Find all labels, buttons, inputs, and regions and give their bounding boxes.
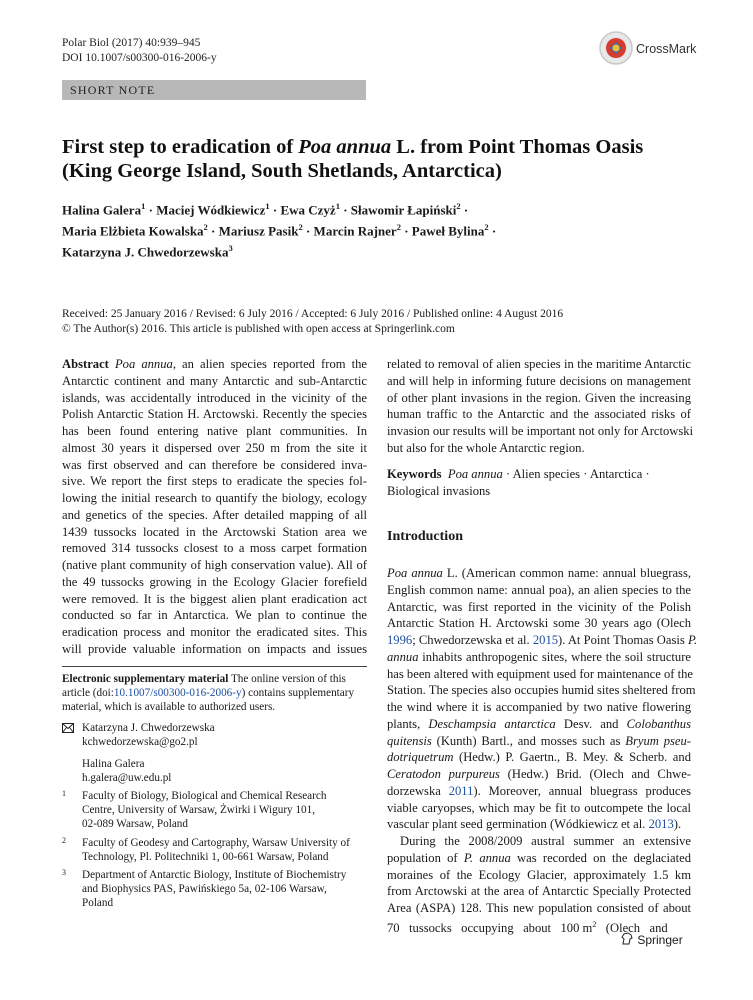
author-name: Paweł Bylina	[411, 223, 485, 239]
section-heading-introduction: Introduction	[387, 529, 463, 544]
publisher-logo	[620, 932, 683, 947]
author-name: Halina Galera	[62, 202, 142, 218]
author-name: Ewa Czyż	[280, 202, 336, 218]
journal-citation: Polar Biol (2017) 40:939–945	[62, 37, 201, 49]
article-title: First step to eradication of Poa annua L. from Point Thomas Oasis (King George Island, South Shetlands, Antarctica)	[62, 136, 644, 182]
contact-email[interactable]: h.galera@uw.edu.pl	[82, 772, 172, 784]
author-name: Sławomir Łapiński	[350, 202, 457, 218]
doi-link[interactable]: 10.1007/s00300-016-2006-y	[113, 687, 242, 699]
article-history: Received: 25 January 2016 / Revised: 6 July 2016 / Accepted: 6 July 2016 / Published online: 4 August 2016 © The Author(s) 2016. This article is published with open access at Springerlink.com	[62, 308, 564, 335]
author-name: Katarzyna J. Chwedorzewska	[62, 243, 229, 259]
publisher-name: Springer	[637, 933, 683, 947]
contact-email[interactable]: kchwedorzewska@go2.pl	[82, 736, 198, 748]
crossmark-icon	[598, 30, 634, 66]
envelope-icon	[62, 723, 74, 733]
author-name: Marcin Rajner	[313, 223, 397, 239]
corresponding-authors	[62, 721, 367, 785]
author-name: Maria Elżbieta Kowalska	[62, 223, 204, 239]
author-name: Mariusz Pasik	[218, 223, 299, 239]
section-banner	[62, 80, 366, 100]
footnote-divider	[62, 666, 367, 667]
doi-line: DOI 10.1007/s00300-016-2006-y	[62, 52, 217, 64]
introduction-body: Poa annua L. (American common name: annual bluegrass, English common name: annual poa), an alien species to the Antarctic, was first reported in the vicinity of the Polish Antarctic Station H. Arctowski some 30 years ago (Olech 1996; Chwedorzewska et al. 2015). At Point Thomas Oasis P. annua inhabits anthropogenic sites, where the soil structure has been altered with equipment used for maintenance of the Station. The species also occupies humid sites sheltered from the wind where it is accompanied by two native flowering plants, Deschampsia antarctica Desv. and Colobanthus quitensis (Kunth) Bartl., and mosses such as Bryum pseu- dotriquetrum (Hedw.) P. Gaertn., B. Mey. & Scherb. and Ceratodon purpureus (Hedw.) Brid. (Olech and Chwe- dorzewska 2011). Moreover, annual bluegrass produces viable caryopses, which may be fit to outcompete the local vascular plant seed germination (Wódkiewicz et al. 2013). During the 2008/2009 austral summer an extensive population of P. annua was recorded on the deglaciated moraines of the Ecology Glacier, approximately 1.5 km from Arctowski at the area of Antarctic Specially Protected Area (ASPA) 128. This new population consisted of about 70 tussocks occupying about 100 $m^2$ (Olech and	[387, 566, 698, 935]
author-list: Halina Galera$^1$ · Maciej Wódkiewicz$^1$ · Ewa Czyż$^1$ · Sławomir Łapiński$^2$ · Maria Elżbieta Kowalska$^2$ · Mariusz Pasik$^2$ · Marcin Rajner$^2$ · Paweł Bylina$^2$ · Katarzyna J. Chwedorzewska$^3$	[62, 201, 497, 259]
section-label: SHORT NOTE	[70, 83, 156, 97]
crossmark-label: CrossMark	[636, 42, 697, 56]
keywords-label: Keywords	[387, 467, 442, 481]
contact-name: Halina Galera	[82, 758, 145, 770]
citation-link[interactable]: 2013	[648, 817, 674, 832]
citation-link[interactable]: 2011	[448, 783, 474, 798]
contact-name: Katarzyna J. Chwedorzewska	[82, 722, 215, 734]
keywords: Keywords Poa annua · Alien species · Antarctica · Biological invasions	[387, 467, 650, 498]
citation-link[interactable]: 1996	[387, 633, 413, 647]
springer-horse-icon	[620, 932, 634, 946]
abstract-continued: related to removal of alien species in the maritime Antarctic and will help in informing future decisions on management of other plant invasions in the region. Given the increasing human traffic to the Antarctic and the associated risks of invasion our results will be important not only for Arctowski but also for the whole Antarctic region.	[387, 357, 694, 455]
supplementary-material-note: Electronic supplementary material The online version of this article (doi:10.1007/s00300-016-2006-y) contains supplementary material, which is available to authorized users.	[62, 673, 355, 713]
abstract: Abstract Poa annua, an alien species reported from the Antarctic continent and many Antarctic and sub-Antarctic islands, was accidentally introduced in the vicinity of the Polish Antarctic Station H. Arctowski. Recently the species has been found entering native plant communities. In almost 30 years it dispersed over 250 m from the site it was first observed and can therefore be considered inva- sive. We report the first steps to eradicate the species fol- lowing the initial research to quantify the biology, ecology and genetics of the species. After detailed mapping of all 1439 tussocks located in the Arctowski Station area we removed 314 tussocks closest to a moss carpet formation (native plant community of high conservation value). All of the 49 tussocks growing in the Ecology Glacier forefield were removed. It is the biggest alien plant eradication act conducted so far in Antarctica. We plan to continue the eradication process and monitor the eradicated sites. This will provide valuable information on impacts and issues	[62, 357, 368, 656]
citation-link[interactable]: 2015	[532, 633, 559, 647]
crossmark-badge[interactable]	[598, 30, 698, 70]
author-name: Maciej Wódkiewicz	[156, 202, 266, 218]
abstract-label: Abstract	[62, 357, 109, 371]
